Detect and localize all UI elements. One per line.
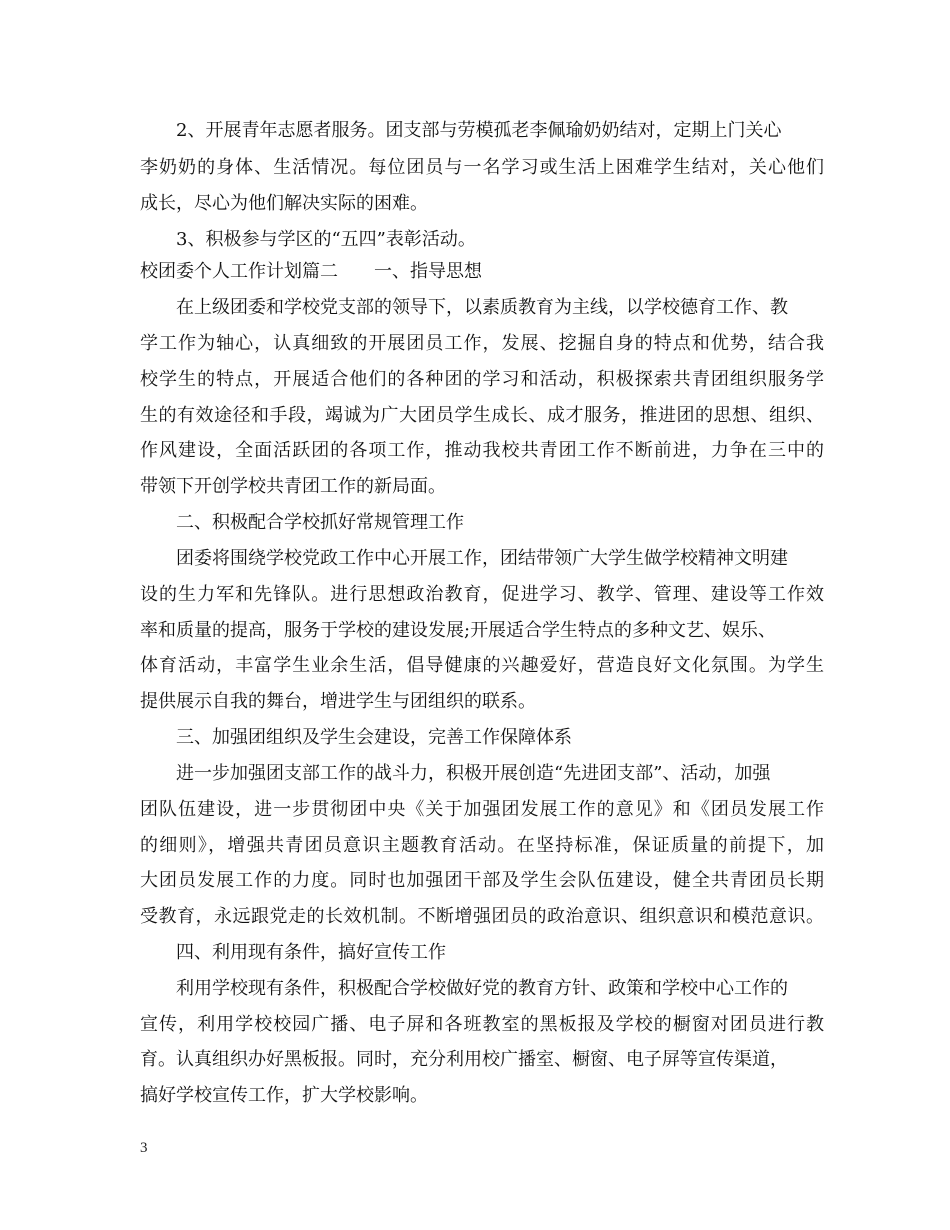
text-line: 利用学校现有条件，积极配合学校做好党的教育方针、政策和学校中心工作的 <box>176 978 788 999</box>
text-line: 团队伍建设，进一步贯彻团中央《关于加强团发展工作的意见》和《团员发展工作 <box>140 799 824 820</box>
section-heading: 三、加强团组织及学生会建设，完善工作保障体系 <box>176 727 572 748</box>
text-line: 团委将围绕学校党政工作中心开展工作，团结带领广大学生做学校精神文明建 <box>176 548 788 569</box>
text-line: 设的生力军和先锋队。进行思想政治教育，促进学习、教学、管理、建设等工作效 <box>140 584 824 605</box>
text-line: 学工作为轴心，认真细致的开展团员工作，发展、挖掘自身的特点和优势，结合我 <box>140 333 824 354</box>
text-line: 率和质量的提高，服务于学校的建设发展;开展适合学生特点的多种文艺、娱乐、 <box>140 620 777 641</box>
text-line: 校学生的特点，开展适合他们的各种团的学习和活动，积极探索共青团组织服务学 <box>140 369 824 390</box>
section-heading: 二、积极配合学校抓好常规管理工作 <box>176 512 464 533</box>
text-line: 大团员发展工作的力度。同时也加强团干部及学生会队伍建设，健全共青团员长期 <box>140 870 824 891</box>
page-number: 3 <box>140 1140 148 1156</box>
text-line: 宣传，利用学校校园广播、电子屏和各班教室的黑板报及学校的橱窗对团员进行教 <box>140 1014 824 1035</box>
text-line: 带领下开创学校共青团工作的新局面。 <box>140 476 446 497</box>
text-line: 提供展示自我的舞台，增进学生与团组织的联系。 <box>140 691 536 712</box>
section-heading: 四、利用现有条件，搞好宣传工作 <box>176 942 446 963</box>
text-line: 体育活动，丰富学生业余生活，倡导健康的兴趣爱好，营造良好文化氛围。为学生 <box>140 655 824 676</box>
text-line: 进一步加强团支部工作的战斗力，积极开展创造“先进团支部”、活动，加强 <box>176 763 771 784</box>
section-heading: 校团委个人工作计划篇二 一、指导思想 <box>140 261 482 282</box>
text-line: 的细则》，增强共青团员意识主题教育活动。在坚持标准，保证质量的前提下，加 <box>140 835 824 856</box>
text-line: 李奶奶的身体、生活情况。每位团员与一名学习或生活上困难学生结对，关心他们 <box>140 157 824 178</box>
text-line: 受教育，永远跟党走的长效机制。不断增强团员的政治意识、组织意识和模范意识。 <box>140 906 824 927</box>
text-line: 生的有效途径和手段，竭诚为广大团员学生成长、成才服务，推进团的思想、组织、 <box>140 405 824 426</box>
text-line: 在上级团委和学校党支部的领导下，以素质教育为主线，以学校德育工作、教 <box>176 297 788 318</box>
text-line: 3、积极参与学区的“五四”表彰活动。 <box>176 229 476 250</box>
text-line: 搞好学校宣传工作，扩大学校影响。 <box>140 1085 428 1106</box>
text-line: 作风建设，全面活跃团的各项工作，推动我校共青团工作不断前进，力争在三中的 <box>140 440 824 461</box>
text-line: 育。认真组织办好黑板报。同时，充分利用校广播室、橱窗、电子屏等宣传渠道， <box>140 1049 788 1070</box>
text-line: 成长，尽心为他们解决实际的困难。 <box>140 193 428 214</box>
text-line: 2、开展青年志愿者服务。团支部与劳模孤老李佩瑜奶奶结对，定期上门关心 <box>176 120 782 141</box>
